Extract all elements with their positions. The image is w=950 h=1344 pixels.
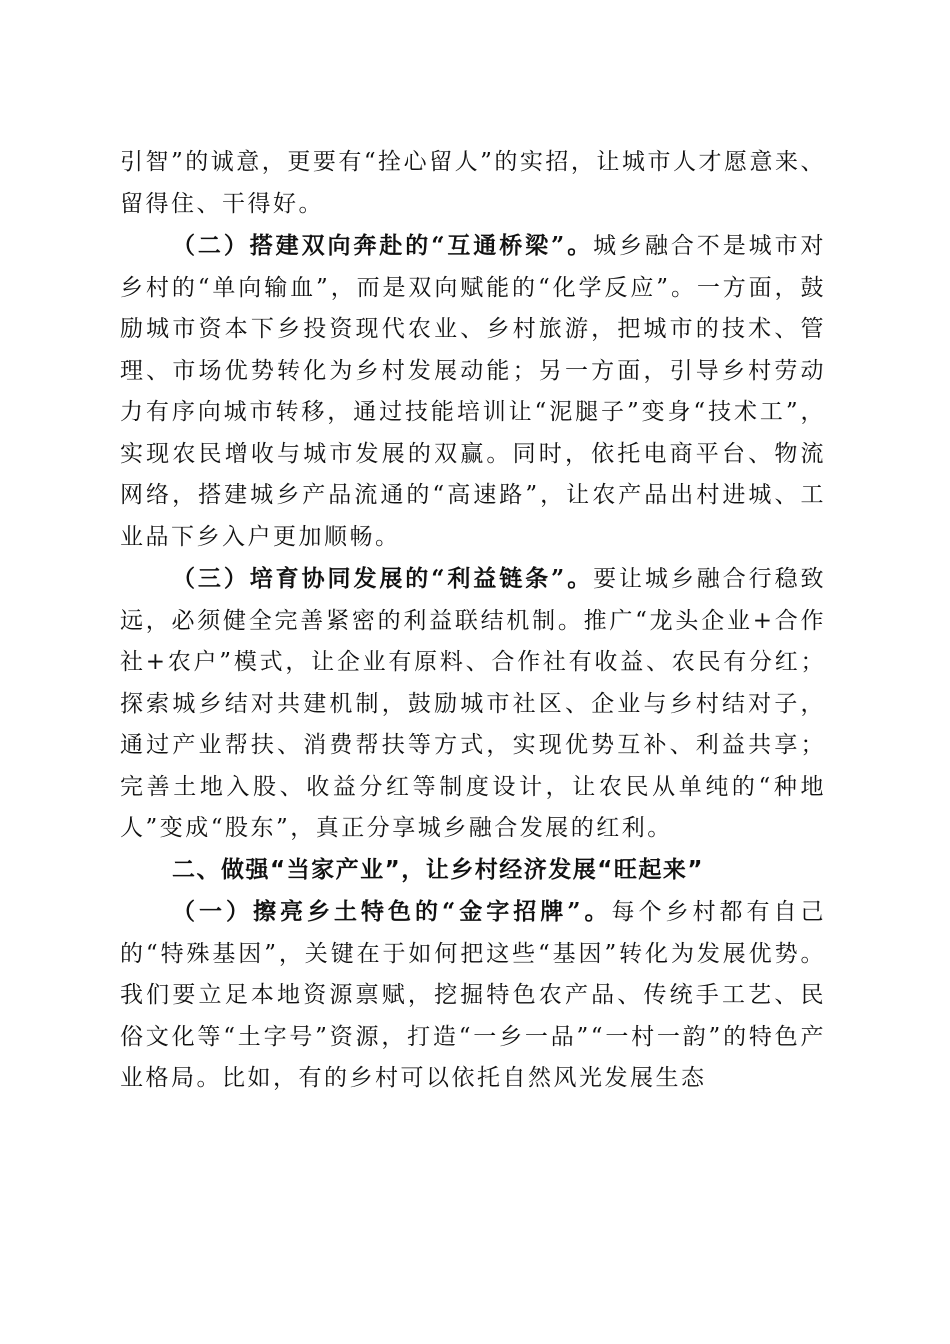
paragraph-lead: （一）擦亮乡土特色的“金字招牌”。 [172,898,612,925]
section-heading: 二、做强“当家产业”，让乡村经济发展“旺起来” [172,856,704,883]
paragraph-text: 每个乡村都有自己的“特殊基因”，关键在于如何把这些“基因”转化为发展优势。我们要立足本地资源禀赋，挖掘特色农产品、传统手工艺、民俗文化等“土字号”资源，打造“一乡一品”“一村一韵”的特色产业格局。比如，有的乡村可以依托自然风光发展生态 [120,899,826,1091]
paragraph-lead: （三）培育协同发展的“利益链条”。 [172,565,594,592]
paragraph-lead: （二）搭建双向奔赴的“互通桥梁”。 [172,232,594,259]
paragraph-text: 要让城乡融合行稳致远，必须健全完善紧密的利益联结机制。推广“龙头企业+合作社+农户”模式，让企业有原料、合作社有收益、农民有分红；探索城乡结对共建机制，鼓励城市社区、企业与乡村结对子，通过产业帮扶、消费帮扶等方式，实现优势互补、利益共享；完善土地入股、收益分红等制度设计，让农民从单纯的“种地人”变成“股东”，真正分享城乡融合发展的红利。 [120,566,826,841]
document-body [120,142,826,1100]
paragraph-continuation [120,142,826,225]
paragraph-section-3 [120,558,826,850]
paragraph-section-1 [120,891,826,1100]
paragraph-text: 引智”的诚意，更要有“拴心留人”的实招，让城市人才愿意来、留得住、干得好。 [120,149,826,217]
paragraph-section-2 [120,225,826,558]
paragraph-text: 城乡融合不是城市对乡村的“单向输血”，而是双向赋能的“化学反应”。一方面，鼓励城市资本下乡投资现代农业、乡村旅游，把城市的技术、管理、市场优势转化为乡村发展动能；另一方面，引导乡村劳动力有序向城市转移，通过技能培训让“泥腿子”变身“技术工”，实现农民增收与城市发展的双赢。同时，依托电商平台、物流网络，搭建城乡产品流通的“高速路”，让农产品出村进城、工业品下乡入户更加顺畅。 [120,233,826,550]
